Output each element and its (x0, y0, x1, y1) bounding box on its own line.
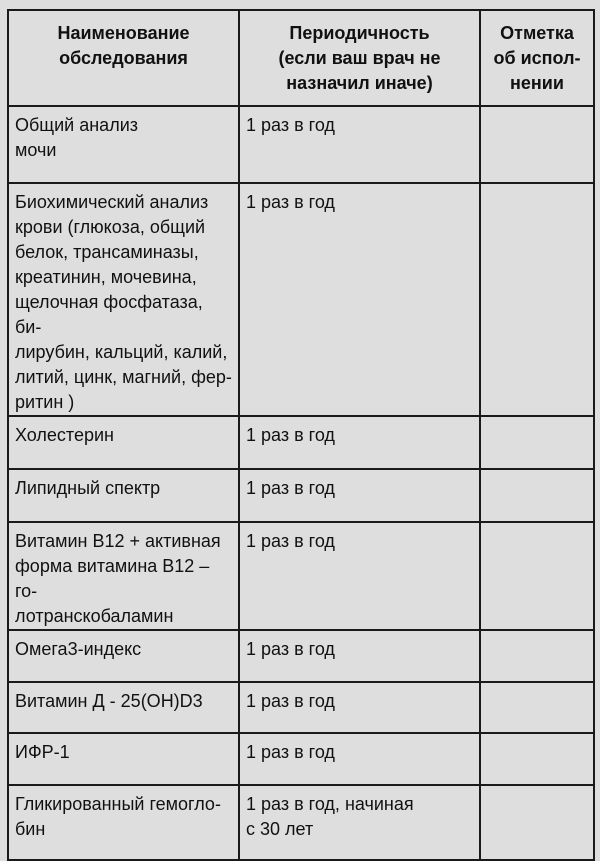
completion-mark-cell[interactable] (480, 733, 594, 785)
header-row (8, 10, 594, 106)
completion-mark-cell[interactable] (480, 183, 594, 416)
table-row (8, 682, 594, 733)
period-cell: 1 раз в год, начиная с 30 лет (239, 785, 480, 860)
header-period: Периодичность (если ваш врач не назначил иначе) (239, 10, 480, 106)
completion-mark-cell[interactable] (480, 469, 594, 522)
completion-mark-cell[interactable] (480, 682, 594, 733)
table-row (8, 733, 594, 785)
completion-mark-cell[interactable] (480, 630, 594, 682)
header-mark: Отметка об испол- нении (480, 10, 594, 106)
exam-name-cell: Витамин Д - 25(OH)D3 (8, 682, 239, 733)
exam-name-cell: Липидный спектр (8, 469, 239, 522)
table-row (8, 522, 594, 630)
completion-mark-cell[interactable] (480, 785, 594, 860)
exam-name-cell: Холестерин (8, 416, 239, 469)
exam-name-cell: ИФР-1 (8, 733, 239, 785)
exam-name-cell: Гликированный гемогло- бин (8, 785, 239, 860)
period-cell: 1 раз в год (239, 733, 480, 785)
examinations-table (7, 9, 595, 861)
completion-mark-cell[interactable] (480, 106, 594, 183)
completion-mark-cell[interactable] (480, 522, 594, 630)
exam-name-cell: Биохимический анализ крови (глюкоза, общий белок, трансаминазы, креатинин, мочевина, щелочная фосфатаза, би- лирубин, кальций, калий, литий, цинк, магний, фер- ритин ) (8, 183, 239, 416)
period-cell: 1 раз в год (239, 183, 480, 416)
header-name: Наименование обследования (8, 10, 239, 106)
period-cell: 1 раз в год (239, 106, 480, 183)
table-row (8, 785, 594, 860)
period-cell: 1 раз в год (239, 469, 480, 522)
exam-name-cell: Омега3-индекс (8, 630, 239, 682)
period-cell: 1 раз в год (239, 522, 480, 630)
exam-name-cell: Общий анализ мочи (8, 106, 239, 183)
table-row (8, 183, 594, 416)
period-cell: 1 раз в год (239, 630, 480, 682)
period-cell: 1 раз в год (239, 416, 480, 469)
exam-name-cell: Витамин В12 + активная форма витамина В12 – го- лотранскобаламин (8, 522, 239, 630)
completion-mark-cell[interactable] (480, 416, 594, 469)
table-row (8, 106, 594, 183)
table-row (8, 469, 594, 522)
table-row (8, 630, 594, 682)
table-row (8, 416, 594, 469)
period-cell: 1 раз в год (239, 682, 480, 733)
